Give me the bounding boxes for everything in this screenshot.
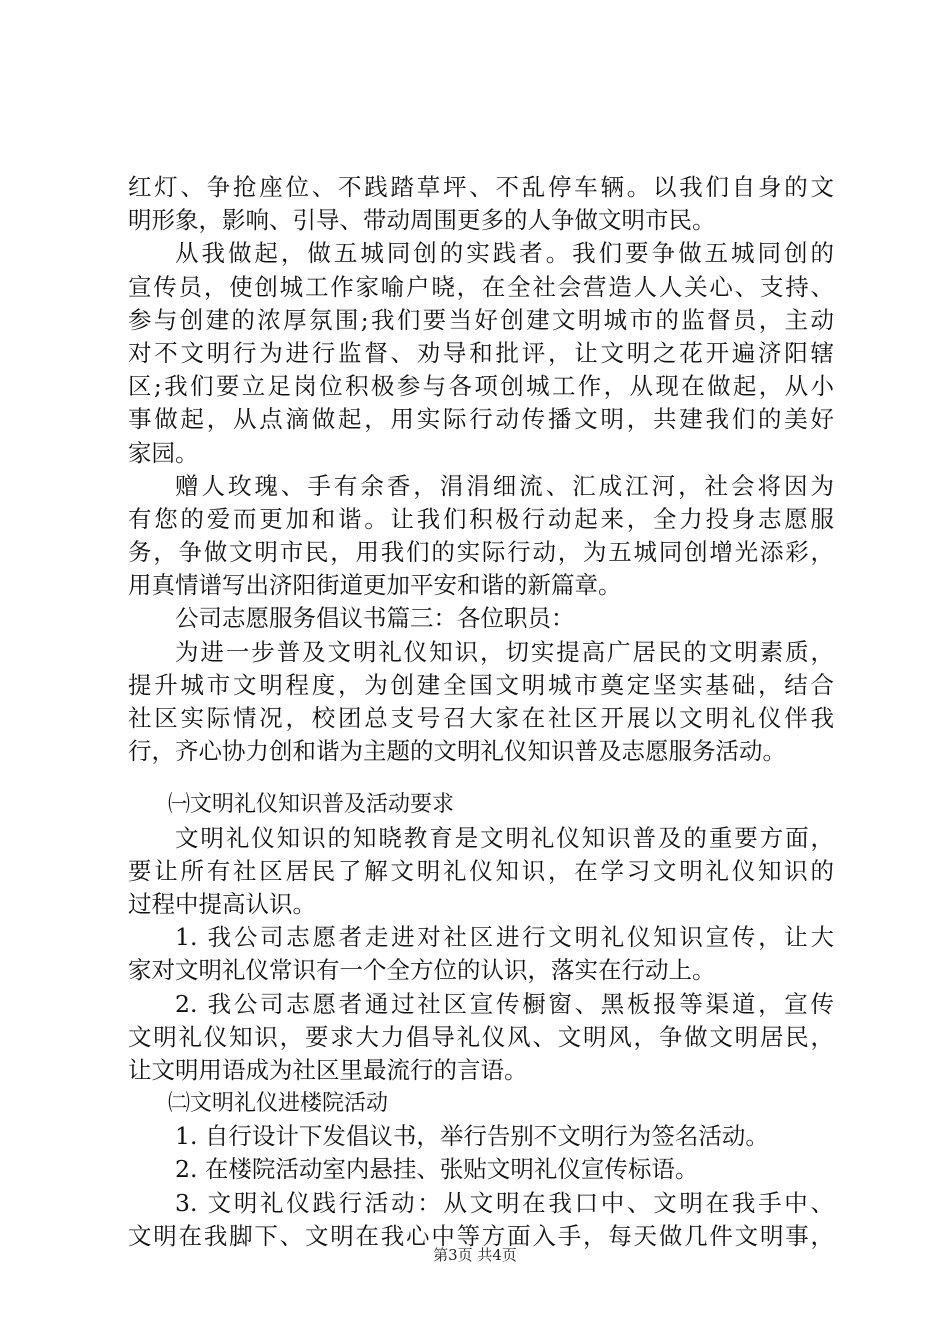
text-line: 红灯、争抢座位、不践踏草坪、不乱停车辆。以我们自身的文: [128, 173, 834, 201]
text-line: 提升城市文明程度，为创建全国文明城市奠定坚实基础，结合: [128, 670, 834, 699]
text-line: 对不文明行为进行监督、劝导和批评，让文明之花开遍济阳辖: [128, 338, 834, 367]
subsection-heading: ㈠文明礼仪知识普及活动要求: [168, 792, 455, 818]
text-line: 为进一步普及文明礼仪知识，切实提高广居民的文明素质，: [175, 637, 834, 666]
list-item-line: 让文明用语成为社区里最流行的言语。: [128, 1055, 528, 1084]
text-line: 过程中提高认识。: [128, 889, 316, 918]
text-line: 有您的爱而更加和谐。让我们积极行动起来，全力投身志愿服: [128, 504, 834, 533]
page-number-label: 第3页 共4页: [433, 1246, 517, 1264]
text-line: 用真情谱写出济阳街道更加平安和谐的新篇章。: [128, 571, 622, 600]
text-line: 社区实际情况，校团总支号召大家在社区开展以文明礼仪伴我: [128, 704, 834, 732]
list-item-line: 1. 自行设计下发倡议书，举行告别不文明行为签名活动。: [175, 1122, 769, 1151]
section-title: 公司志愿服务倡议书篇三：各位职员：: [175, 604, 575, 633]
text-line: 明形象，影响、引导、带动周围更多的人争做文明市民。: [128, 206, 716, 235]
text-line: 宣传员，使创城工作家喻户晓，在全社会营造人人关心、支持、: [128, 272, 834, 301]
text-line: 从我做起，做五城同创的实践者。我们要争做五城同创的: [175, 239, 834, 268]
text-line: 家园。: [128, 438, 199, 467]
text-line: 参与创建的浓厚氛围;我们要当好创建文明城市的监督员，主动: [128, 305, 834, 334]
text-line: 区;我们要立足岗位积极参与各项创城工作，从现在做起，从小: [128, 372, 834, 401]
list-item-line: 文明在我脚下、文明在我心中等方面入手，每天做几件文明事，: [128, 1221, 834, 1250]
text-line: 事做起，从点滴做起，用实际行动传播文明，共建我们的美好: [128, 405, 834, 434]
text-line: 文明礼仪知识的知晓教育是文明礼仪知识普及的重要方面，: [175, 823, 834, 852]
list-item-line: 2. 在楼院活动室内悬挂、张贴文明礼仪宣传标语。: [175, 1155, 699, 1184]
list-item-line: 1. 我公司志愿者走进对社区进行文明礼仪知识宣传，让大: [175, 923, 834, 952]
list-item-line: 2. 我公司志愿者通过社区宣传橱窗、黑板报等渠道，宣传: [175, 989, 834, 1018]
text-line: 要让所有社区居民了解文明礼仪知识，在学习文明礼仪知识的: [128, 856, 834, 885]
list-item-line: 文明礼仪知识，要求大力倡导礼仪风、文明风，争做文明居民，: [128, 1022, 834, 1051]
list-item-line: 3. 文明礼仪践行活动：从文明在我口中、文明在我手中、: [175, 1188, 834, 1217]
subsection-heading: ㈡文明礼仪进楼院活动: [168, 1091, 389, 1117]
text-line: 行，齐心协力创和谐为主题的文明礼仪知识普及志愿服务活动。: [128, 737, 786, 766]
page-footer: [0, 1244, 950, 1265]
list-item-line: 家对文明礼仪常识有一个全方位的认识，落实在行动上。: [128, 956, 716, 985]
text-line: 务，争做文明市民，用我们的实际行动，为五城同创增光添彩，: [128, 538, 834, 567]
document-body: [128, 171, 834, 1253]
text-line: 赠人玫瑰、手有余香，涓涓细流、汇成江河，社会将因为: [175, 471, 834, 500]
